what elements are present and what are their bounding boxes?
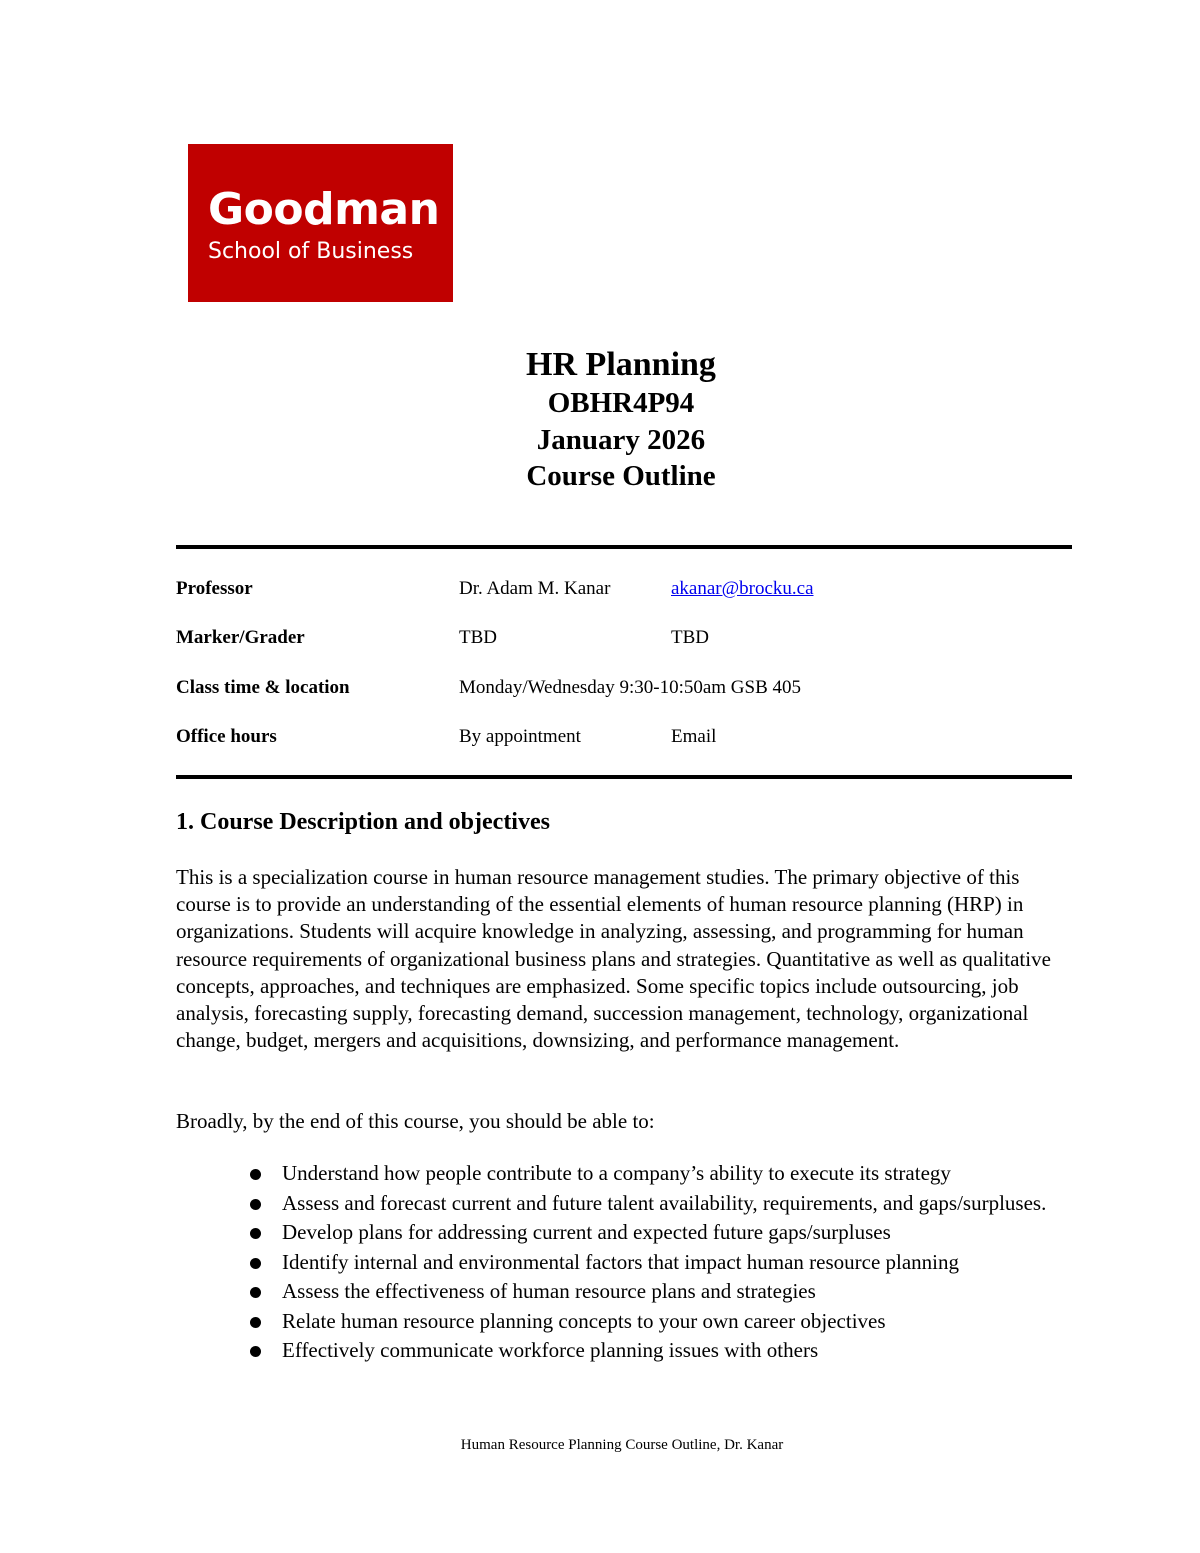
course-description: This is a specialization course in human resource management studies. The primary objective of this course is to provide an understanding of the essential elements of human resource planning (HRP) in organizations. Students will acquire knowledge in analyzing, assessing, and programming for human resource requirements of organizational business plans and strategies. Quantitative as well as qualitative concepts, approaches, and techniques are emphasized. Some specific topics include outsourcing, job analysis, forecasting supply, forecasting demand, succession management, technology, organizational change, budget, mergers and acquisitions, downsizing, and performance management.: [176, 865, 1051, 1053]
logo-subtitle: School of Business: [208, 239, 414, 264]
marker-label: Marker/Grader: [176, 627, 305, 648]
logo-wordmark: Goodman: [208, 184, 440, 235]
bullet-icon: [250, 1346, 261, 1357]
bullet-icon: [250, 1169, 261, 1180]
objective-text: Understand how people contribute to a company’s ability to execute its strategy: [282, 1161, 951, 1185]
objective-text: Assess and forecast current and future talent availability, requirements, and gaps/surpluses.: [282, 1190, 1047, 1215]
title-block: [0, 345, 1200, 495]
professor-label: Professor: [176, 578, 253, 599]
objective-text: Assess the effectiveness of human resource plans and strategies: [282, 1279, 816, 1303]
document-type: Course Outline: [526, 460, 716, 492]
objective-text: Relate human resource planning concepts to your own career objectives: [282, 1308, 886, 1333]
office-hours-value: By appointment: [459, 726, 581, 747]
marker-name: TBD: [459, 627, 497, 648]
objective-text: Identify internal and environmental factors that impact human resource planning: [282, 1249, 960, 1274]
list-item: [248, 1248, 1058, 1278]
marker-contact: TBD: [671, 627, 709, 648]
course-term: January 2026: [536, 423, 706, 456]
list-item: [248, 1159, 1058, 1189]
section-heading: 1. Course Description and objectives: [176, 809, 550, 835]
bullet-icon: [250, 1317, 261, 1328]
objectives-list: [248, 1159, 1058, 1366]
professor-name: Dr. Adam M. Kanar: [459, 578, 611, 599]
office-hours-contact: Email: [671, 726, 717, 747]
course-title: HR Planning: [526, 346, 716, 383]
office-hours-label: Office hours: [176, 726, 277, 747]
list-item: [248, 1218, 1058, 1248]
professor-email-link[interactable]: akanar@brocku.ca: [671, 578, 814, 599]
class-time-label: Class time & location: [176, 677, 350, 698]
course-code: OBHR4P94: [547, 387, 695, 419]
objective-text: Develop plans for addressing current and expected future gaps/surpluses: [282, 1220, 891, 1244]
goodman-logo: [188, 144, 453, 302]
class-time-value: Monday/Wednesday 9:30-10:50am GSB 405: [459, 677, 802, 698]
bullet-icon: [250, 1199, 261, 1210]
objective-text: Effectively communicate workforce planning issues with others: [282, 1338, 819, 1362]
list-item: [248, 1189, 1058, 1219]
bullet-icon: [250, 1228, 261, 1239]
bullet-icon: [250, 1287, 261, 1298]
top-divider: [176, 545, 1072, 549]
objectives-lead: Broadly, by the end of this course, you should be able to:: [176, 1109, 655, 1133]
list-item: [248, 1277, 1058, 1307]
page-footer: Human Resource Planning Course Outline, Dr. Kanar: [460, 1437, 784, 1453]
bottom-divider: [176, 775, 1072, 779]
list-item: [248, 1336, 1058, 1366]
bullet-icon: [250, 1258, 261, 1269]
list-item: [248, 1307, 1058, 1337]
